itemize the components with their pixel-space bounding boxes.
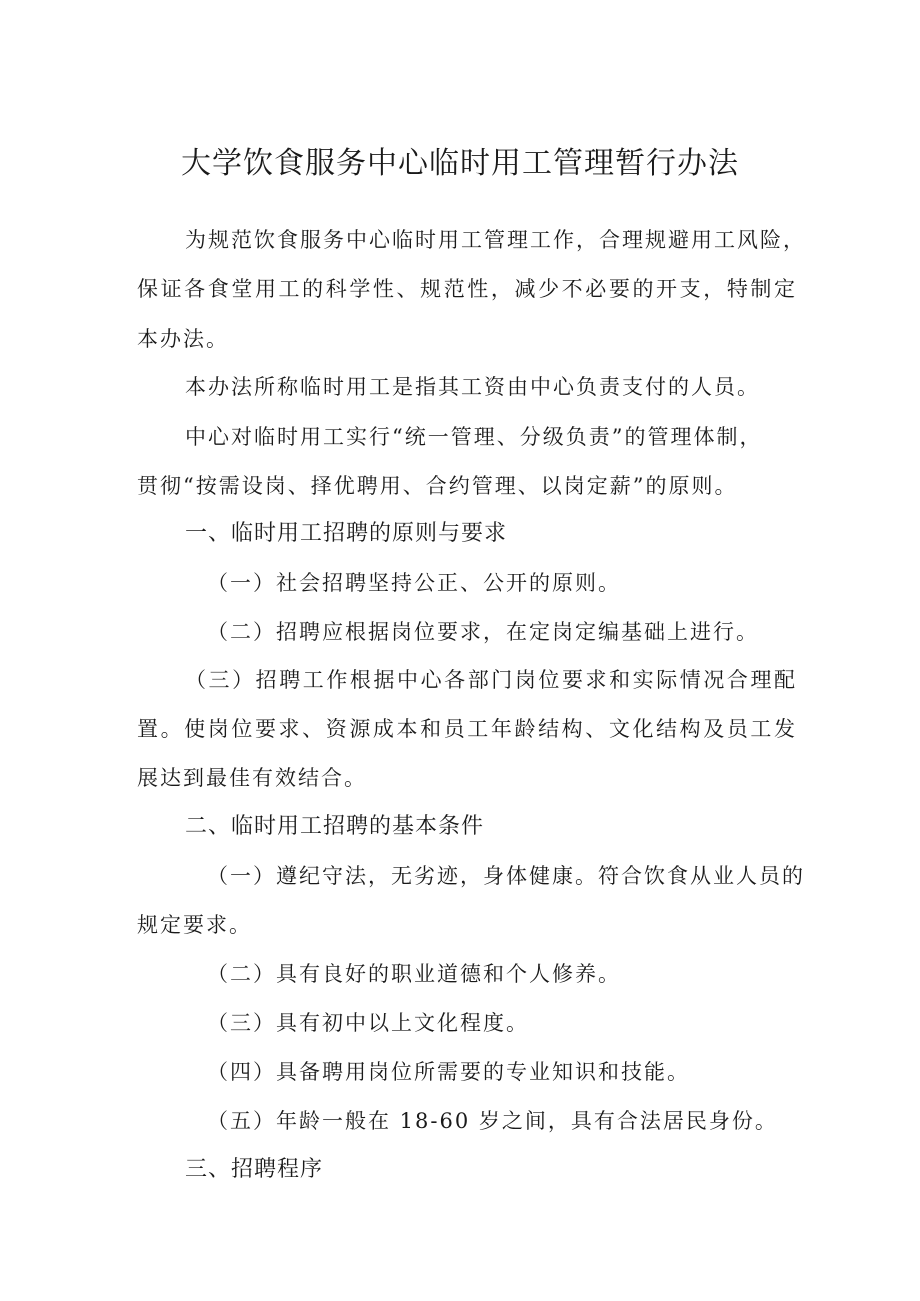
intro-paragraph-2: 本办法所称临时用工是指其工资由中心负责支付的人员。 [185, 375, 760, 399]
section-3-heading: 三、招聘程序 [185, 1157, 324, 1182]
section-1-item-3-line-3: 展达到最佳有效结合。 [137, 766, 367, 790]
section-1-item-2: （二）招聘应根据岗位要求，在定岗定编基础上进行。 [207, 620, 759, 644]
intro-paragraph-3-line-2: 贯彻“按需设岗、择优聘用、合约管理、以岗定薪”的原则。 [137, 474, 738, 498]
section-2-item-3: （三）具有初中以上文化程度。 [207, 1011, 529, 1035]
section-2-item-4: （四）具备聘用岗位所需要的专业知识和技能。 [207, 1060, 690, 1084]
section-2-item-2: （二）具有良好的职业道德和个人修养。 [207, 962, 621, 986]
section-1-heading: 一、临时用工招聘的原则与要求 [185, 521, 508, 546]
intro-paragraph-3-line-1: 中心对临时用工实行“统一管理、分级负责”的管理体制， [185, 425, 763, 449]
document-title: 大学饮食服务中心临时用工管理暂行办法 [181, 146, 739, 181]
section-2-item-5: （五）年龄一般在 18-60 岁之间，具有合法居民身份。 [207, 1109, 778, 1133]
section-1-item-3-line-2: 置。使岗位要求、资源成本和员工年龄结构、文化结构及员工发 [137, 717, 797, 741]
section-2-item-1-line-2: 规定要求。 [137, 913, 252, 937]
intro-paragraph-1-line-2: 保证各食堂用工的科学性、规范性，减少不必要的开支，特制定 [137, 277, 797, 301]
section-1-item-3-line-1: （三）招聘工作根据中心各部门岗位要求和实际情况合理配 [185, 668, 797, 692]
section-1-item-1: （一）社会招聘坚持公正、公开的原则。 [207, 571, 621, 595]
intro-paragraph-1-line-3: 本办法。 [137, 327, 229, 351]
intro-paragraph-1-line-1: 为规范饮食服务中心临时用工管理工作，合理规避用工风险， [185, 228, 806, 252]
section-2-heading: 二、临时用工招聘的基本条件 [185, 814, 485, 839]
section-2-item-1-line-1: （一）遵纪守法，无劣迹，身体健康。符合饮食从业人员的 [207, 864, 805, 888]
